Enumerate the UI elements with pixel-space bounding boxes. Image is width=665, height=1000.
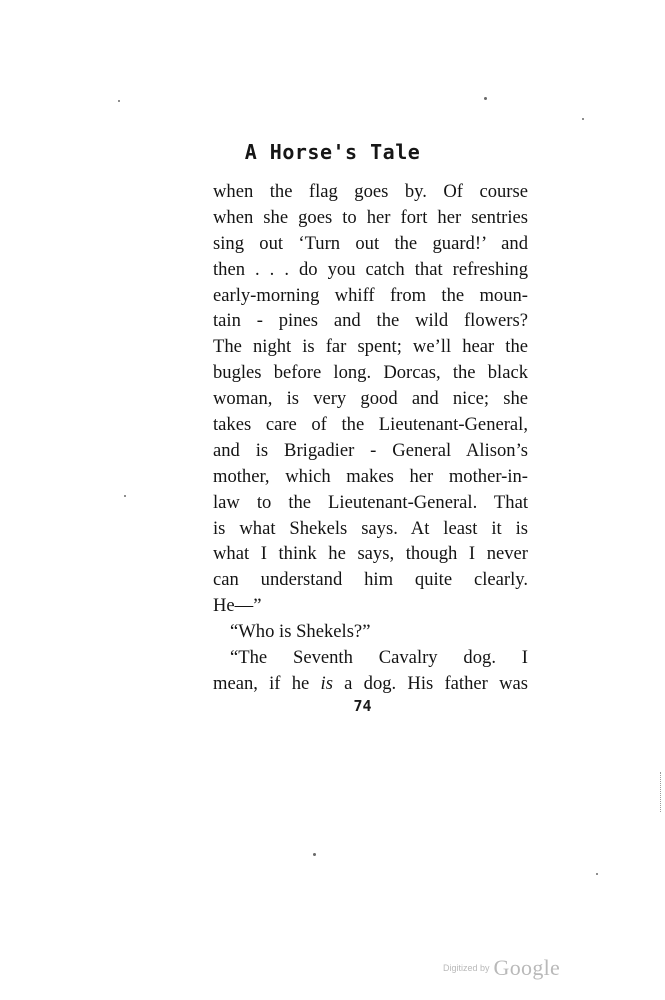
text-line: sing out ‘Turn out the guard!’ and [213,232,528,254]
emphasis-word: is [320,672,333,694]
scan-speck [596,873,598,875]
dialogue-line: “Who is Shekels?” [230,621,371,643]
text-line: when she goes to her fort her sentries [213,206,528,228]
watermark-prefix: Digitized by [443,963,490,973]
text-line: early-morning whiff from the moun- [213,284,528,306]
dialogue-line: “The Seventh Cavalry dog. I [230,647,528,669]
scan-edge-marks [660,772,663,812]
text-line: is what Shekels says. At least it is [213,517,528,539]
text-fragment: mean, if he [213,672,321,694]
text-line: what I think he says, though I never [213,543,528,565]
text-line: mother, which makes her mother-in- [213,465,528,487]
page-number: 74 [353,697,372,715]
watermark-logo: Google [493,955,561,980]
text-line: He—” [213,595,262,617]
scan-speck [118,100,120,102]
text-line: The night is far spent; we’ll hear the [213,336,528,358]
text-line: and is Brigadier - General Alison’s [213,439,528,461]
scan-speck [124,495,126,497]
scan-speck [582,118,584,120]
text-line: can understand him quite clearly. [213,569,528,591]
running-head: A Horse's Tale [244,140,421,164]
text-line: then . . . do you catch that refreshing [213,258,528,280]
text-line: woman, is very good and nice; she [213,388,528,410]
text-line-with-emphasis [213,671,528,697]
text-line: bugles before long. Dorcas, the black [213,362,528,384]
text-line: tain - pines and the wild flowers? [213,310,528,332]
scan-speck [484,97,487,100]
text-line: when the flag goes by. Of course [213,181,528,202]
scan-speck [313,853,316,856]
digitized-watermark [443,955,583,983]
body-text [213,179,528,697]
text-line: law to the Lieutenant-General. That [213,491,528,513]
text-fragment: a dog. His father was [332,672,528,694]
text-line: takes care of the Lieutenant-General, [213,414,528,436]
